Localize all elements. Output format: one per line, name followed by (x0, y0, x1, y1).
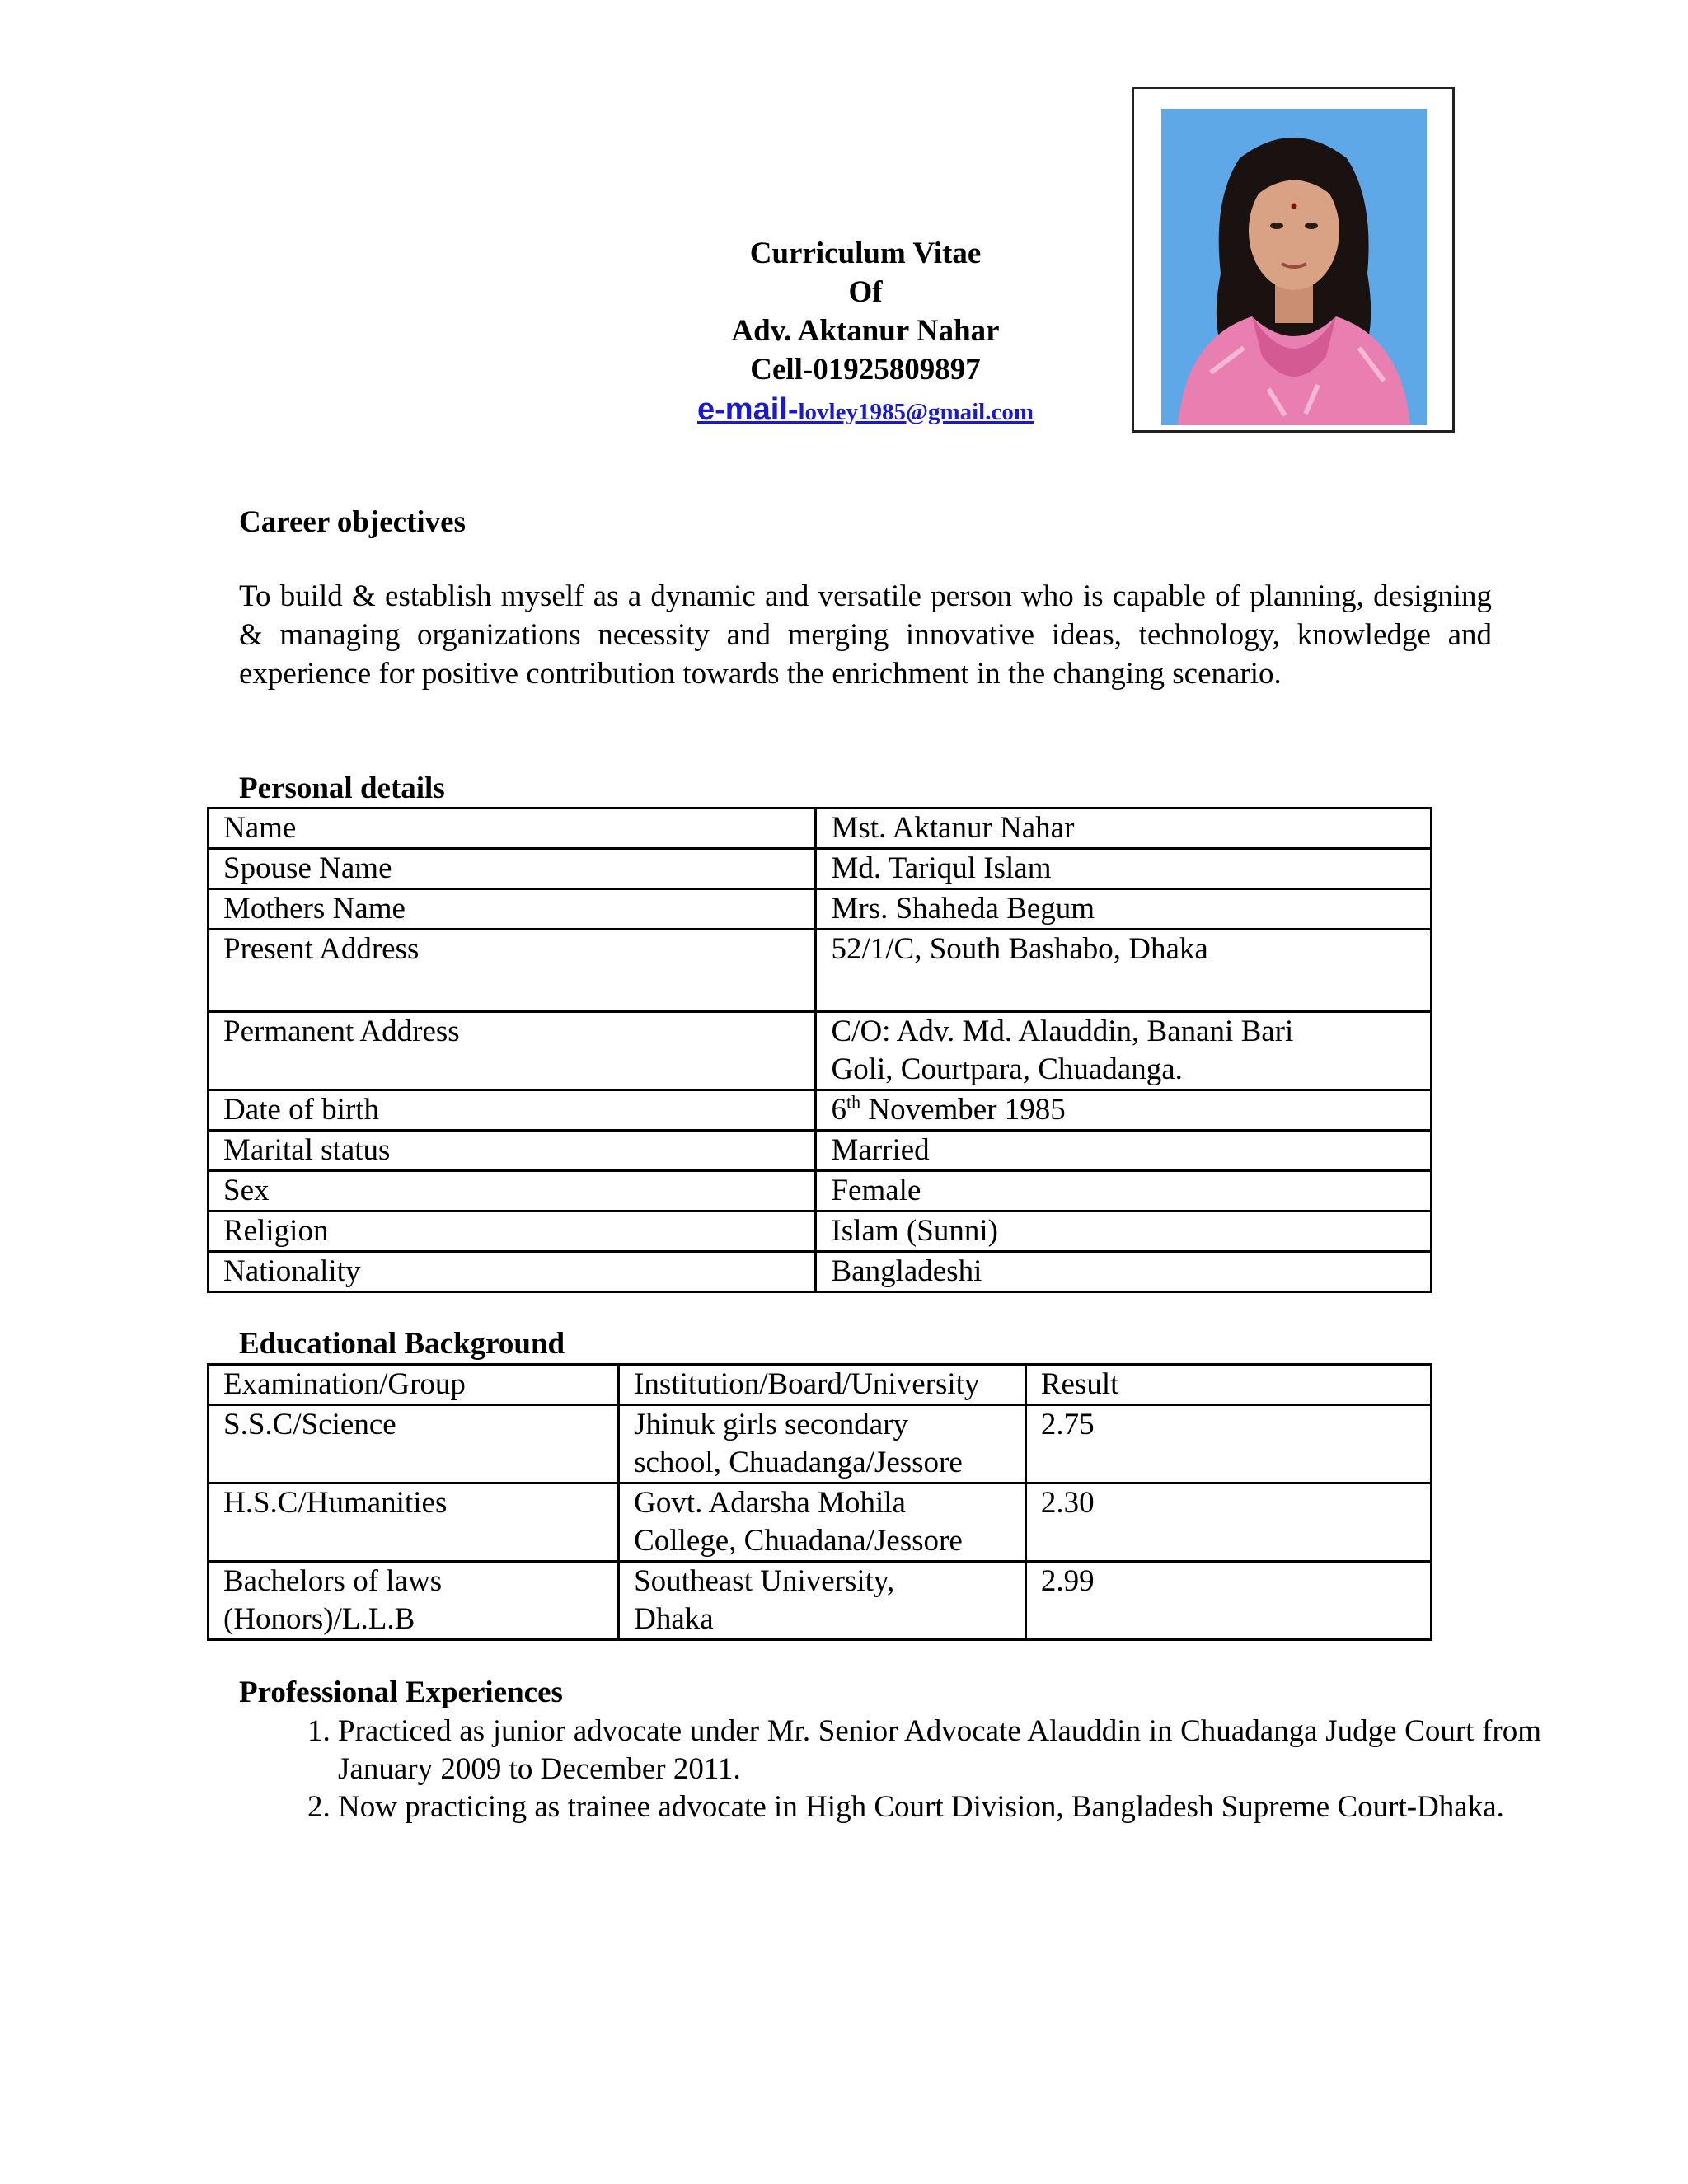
value-line: C/O: Adv. Md. Alauddin, Banani Bari (831, 1015, 1294, 1048)
institution-line: Jhinuk girls secondary (634, 1408, 909, 1441)
education-heading: Educational Background (239, 1327, 565, 1361)
cv-header (610, 234, 1121, 433)
institution-line: Dhaka (634, 1602, 714, 1636)
table-row (209, 889, 1432, 930)
table-row (209, 1012, 1432, 1090)
cv-title: Curriculum Vitae (749, 237, 982, 270)
exam-line: Bachelors of laws (223, 1564, 443, 1598)
dob-suffix: th (846, 1091, 861, 1113)
email-prefix: e-mail- (697, 392, 799, 427)
institution-cell (619, 1405, 1026, 1483)
column-header: Result (1025, 1365, 1431, 1405)
cv-name: Adv. Aktanur Nahar (731, 314, 1000, 348)
table-row (209, 1562, 1432, 1640)
photo-frame (1132, 87, 1455, 433)
row-label: Permanent Address (209, 1012, 816, 1090)
institution-line: Govt. Adarsha Mohila (634, 1486, 906, 1520)
row-value: Bangladeshi (816, 1252, 1432, 1292)
email-address: lovley1985@gmail.com (798, 399, 1034, 425)
cv-of: Of (848, 275, 883, 309)
result-cell: 2.99 (1025, 1562, 1431, 1640)
row-label: Nationality (209, 1252, 816, 1292)
result-cell: 2.75 (1025, 1405, 1431, 1483)
dob-rest: November 1985 (860, 1093, 1066, 1127)
exam-line: H.S.C/Humanities (223, 1486, 448, 1520)
career-objectives-text: To build & establish myself as a dynamic and versatile person who is capable of planning, designing & managing organizations necessity and merging innovative ideas, technology, knowledge and experience for positive contribution towards the enrichment in the changing scenario. (239, 579, 1492, 691)
row-label: Date of birth (209, 1090, 816, 1131)
row-label: Spouse Name (209, 849, 816, 889)
education-table (207, 1363, 1432, 1641)
exam-cell (209, 1405, 619, 1483)
dob-day: 6 (831, 1093, 846, 1127)
table-header-row (209, 1365, 1432, 1405)
row-value: 52/1/C, South Bashabo, Dhaka (816, 930, 1432, 1012)
institution-line: school, Chuadanga/Jessore (634, 1446, 963, 1479)
institution-cell (619, 1483, 1026, 1562)
row-value: Mst. Aktanur Nahar (816, 808, 1432, 849)
institution-line: College, Chuadana/Jessore (634, 1524, 963, 1558)
column-header: Examination/Group (209, 1365, 619, 1405)
table-row (209, 1252, 1432, 1292)
exam-cell (209, 1483, 619, 1562)
row-value: Islam (Sunni) (816, 1212, 1432, 1252)
row-value (816, 1090, 1432, 1131)
personal-details-heading: Personal details (239, 771, 445, 805)
table-row (209, 1212, 1432, 1252)
row-label: Mothers Name (209, 889, 816, 930)
exam-line: S.S.C/Science (223, 1408, 396, 1441)
list-item: 2. Now practicing as trainee advocate in High Court Division, Bangladesh Supreme Court-Dhaka. (338, 1788, 1541, 1826)
exam-cell (209, 1562, 619, 1640)
cv-cell: Cell-01925809897 (750, 353, 981, 387)
experience-heading: Professional Experiences (239, 1675, 563, 1709)
table-row (209, 808, 1432, 849)
row-value: Female (816, 1171, 1432, 1212)
table-row (209, 1483, 1432, 1562)
row-label: Sex (209, 1171, 816, 1212)
row-value: Mrs. Shaheda Begum (816, 889, 1432, 930)
row-label: Religion (209, 1212, 816, 1252)
personal-details-table (207, 807, 1432, 1293)
email-link[interactable] (697, 393, 1034, 427)
table-row (209, 1090, 1432, 1131)
result-cell: 2.30 (1025, 1483, 1431, 1562)
institution-cell (619, 1562, 1026, 1640)
table-row (209, 930, 1432, 1012)
table-row (209, 1171, 1432, 1212)
experience-list (284, 1713, 1541, 1826)
table-row (209, 1405, 1432, 1483)
career-objectives-heading: Career objectives (239, 505, 466, 539)
row-label: Present Address (209, 930, 816, 1012)
row-label: Marital status (209, 1131, 816, 1171)
email-line (610, 389, 1121, 433)
row-value (816, 1012, 1432, 1090)
row-value: Md. Tariqul Islam (816, 849, 1432, 889)
institution-line: Southeast University, (634, 1564, 895, 1598)
portrait-photo-icon (1161, 109, 1427, 425)
table-row (209, 849, 1432, 889)
list-item: 1. Practiced as junior advocate under Mr. Senior Advocate Alauddin in Chuadanga Judge Court from January 2009 to December 2011. (338, 1713, 1541, 1788)
column-header: Institution/Board/University (619, 1365, 1026, 1405)
row-value: Married (816, 1131, 1432, 1171)
table-row (209, 1131, 1432, 1171)
value-line: Goli, Courtpara, Chuadanga. (831, 1052, 1183, 1086)
exam-line: (Honors)/L.L.B (223, 1602, 415, 1636)
row-label: Name (209, 808, 816, 849)
